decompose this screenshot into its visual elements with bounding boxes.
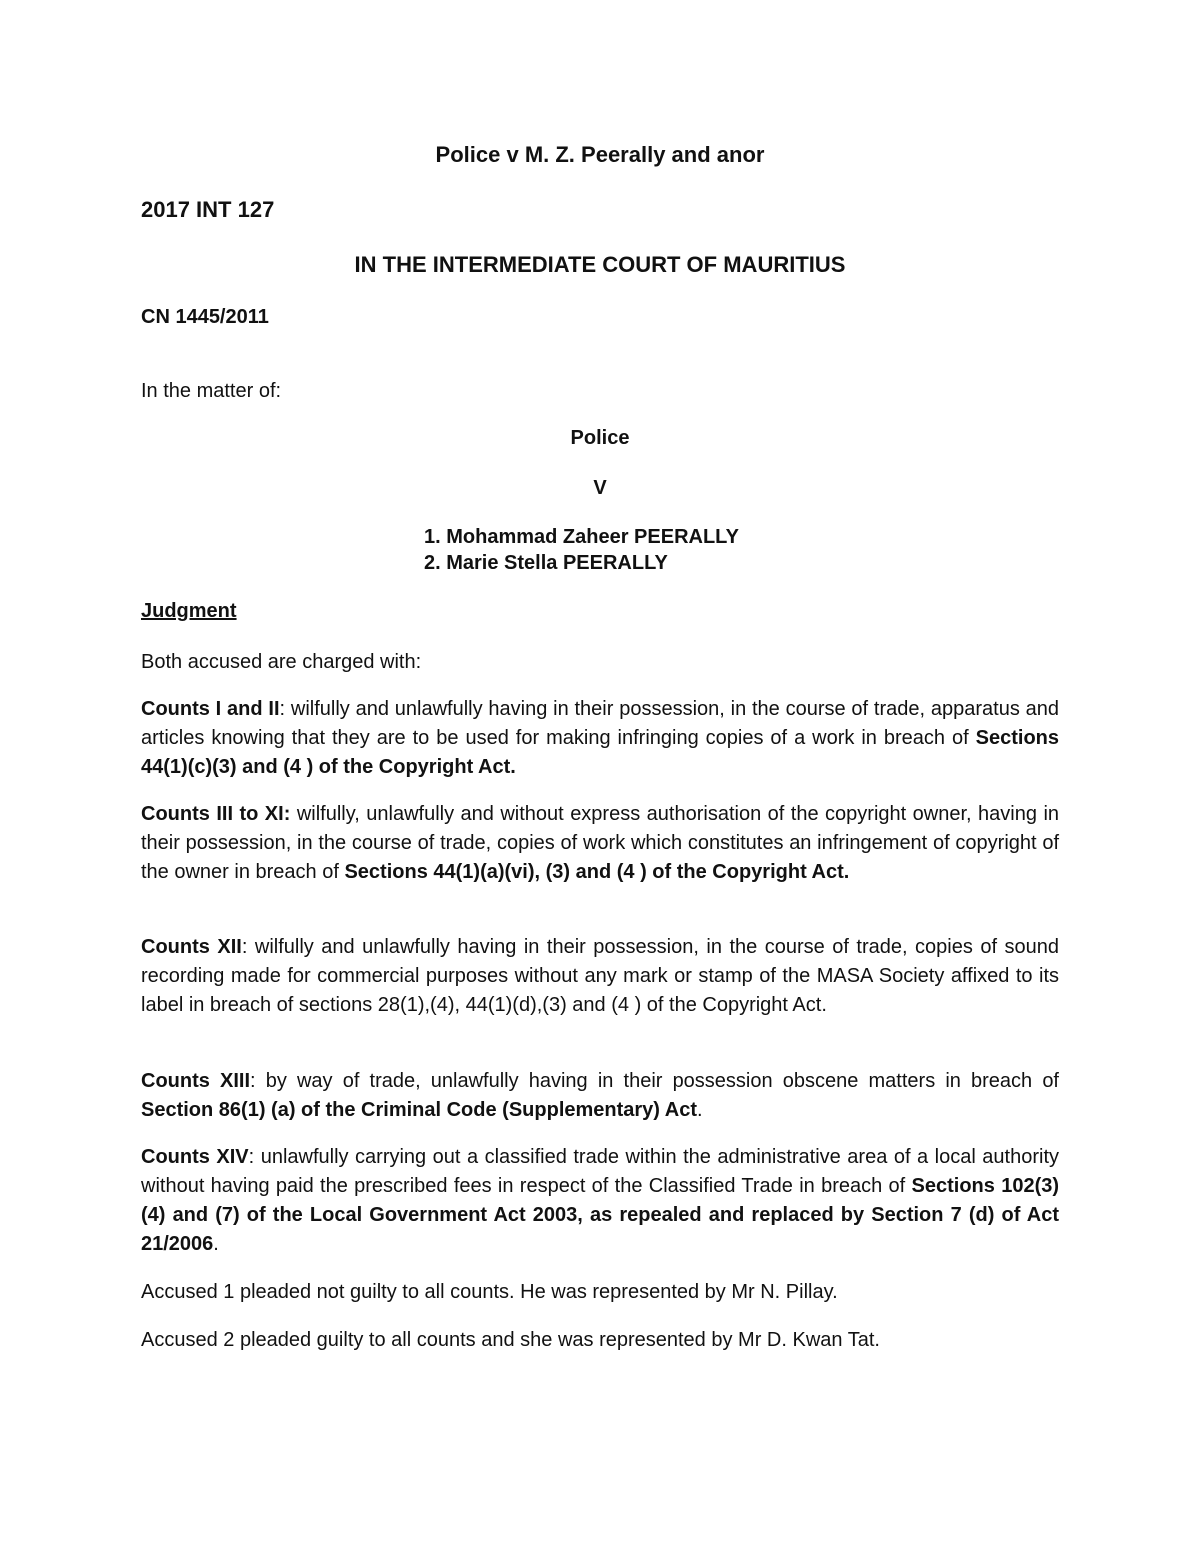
charged-intro: Both accused are charged with:: [141, 651, 422, 673]
accused-1: 1. Mohammad Zaheer PEERALLY: [424, 526, 739, 548]
case-number: CN 1445/2011: [141, 306, 269, 328]
prosecution-party: Police: [570, 427, 630, 449]
count-paragraph: [141, 1067, 1059, 1125]
count-text: wilfully and unlawfully having in their possession, in the course of trade, apparatus and articles knowing that they are to be used for making infringing copies of a work in breach of: [141, 698, 1059, 749]
count-text: wilfully, unlawfully and without express authorisation of the copyright owner, having in their possession, in the course of trade, copies of work which constitutes an infringement of copyright of the owner in breach of: [141, 803, 1060, 883]
count-paragraph: [141, 800, 1059, 887]
count-text: unlawfully carrying out a classified trade within the administrative area of a local authority without having paid the prescribed fees in respect of the Classified Trade in breach of: [141, 1146, 1060, 1197]
count-label: Counts XIII: [141, 1070, 251, 1092]
court-name: IN THE INTERMEDIATE COURT OF MAURITIUS: [354, 252, 846, 277]
case-title: Police v M. Z. Peerally and anor: [435, 142, 765, 167]
plea-accused-2: Accused 2 pleaded guilty to all counts and she was represented by Mr D. Kwan Tat.: [141, 1329, 880, 1351]
count-label: Counts XIV: [141, 1146, 249, 1168]
count-sep: :: [279, 698, 291, 720]
count-end: .: [697, 1099, 703, 1121]
matter-intro: In the matter of:: [141, 380, 282, 402]
count-sep: :: [250, 1070, 266, 1092]
count-paragraph: [141, 933, 1059, 1020]
count-sep: :: [248, 1146, 261, 1168]
versus-label: V: [593, 477, 607, 499]
count-label: Counts I and II: [141, 698, 280, 720]
case-citation: 2017 INT 127: [141, 197, 275, 222]
count-end: .: [213, 1233, 219, 1255]
count-statute: Sections 44(1)(c)(3) and (4 ) of the Copyright Act.: [141, 727, 1059, 778]
count-label: Counts XII: [141, 936, 242, 958]
count-statute: Sections 102(3) (4) and (7) of the Local Government Act 2003, as repealed and replaced by Section 7 (d) of Act 21/2006: [141, 1175, 1060, 1255]
count-statute: Sections 44(1)(a)(vi), (3) and (4 ) of the Copyright Act.: [344, 861, 850, 883]
count-text: by way of trade, unlawfully having in their possession obscene matters in breach of: [265, 1070, 1059, 1092]
count-text: wilfully and unlawfully having in their possession, in the course of trade, copies of sound recording made for commercial purposes without any mark or stamp of the MASA Society affixed to its label in breach of sections 28(1),(4), 44(1)(d),(3) and (4 ) of the Copyright Act.: [141, 936, 1059, 1016]
accused-2: 2. Marie Stella PEERALLY: [424, 552, 668, 574]
count-sep: :: [241, 936, 255, 958]
plea-accused-1: Accused 1 pleaded not guilty to all counts. He was represented by Mr N. Pillay.: [141, 1281, 838, 1303]
count-paragraph: [141, 1143, 1059, 1259]
judgment-heading: Judgment: [141, 600, 237, 622]
count-label: Counts III to XI:: [141, 803, 291, 825]
count-paragraph: [141, 695, 1059, 782]
count-statute: Section 86(1) (a) of the Criminal Code (Supplementary) Act: [141, 1099, 698, 1121]
